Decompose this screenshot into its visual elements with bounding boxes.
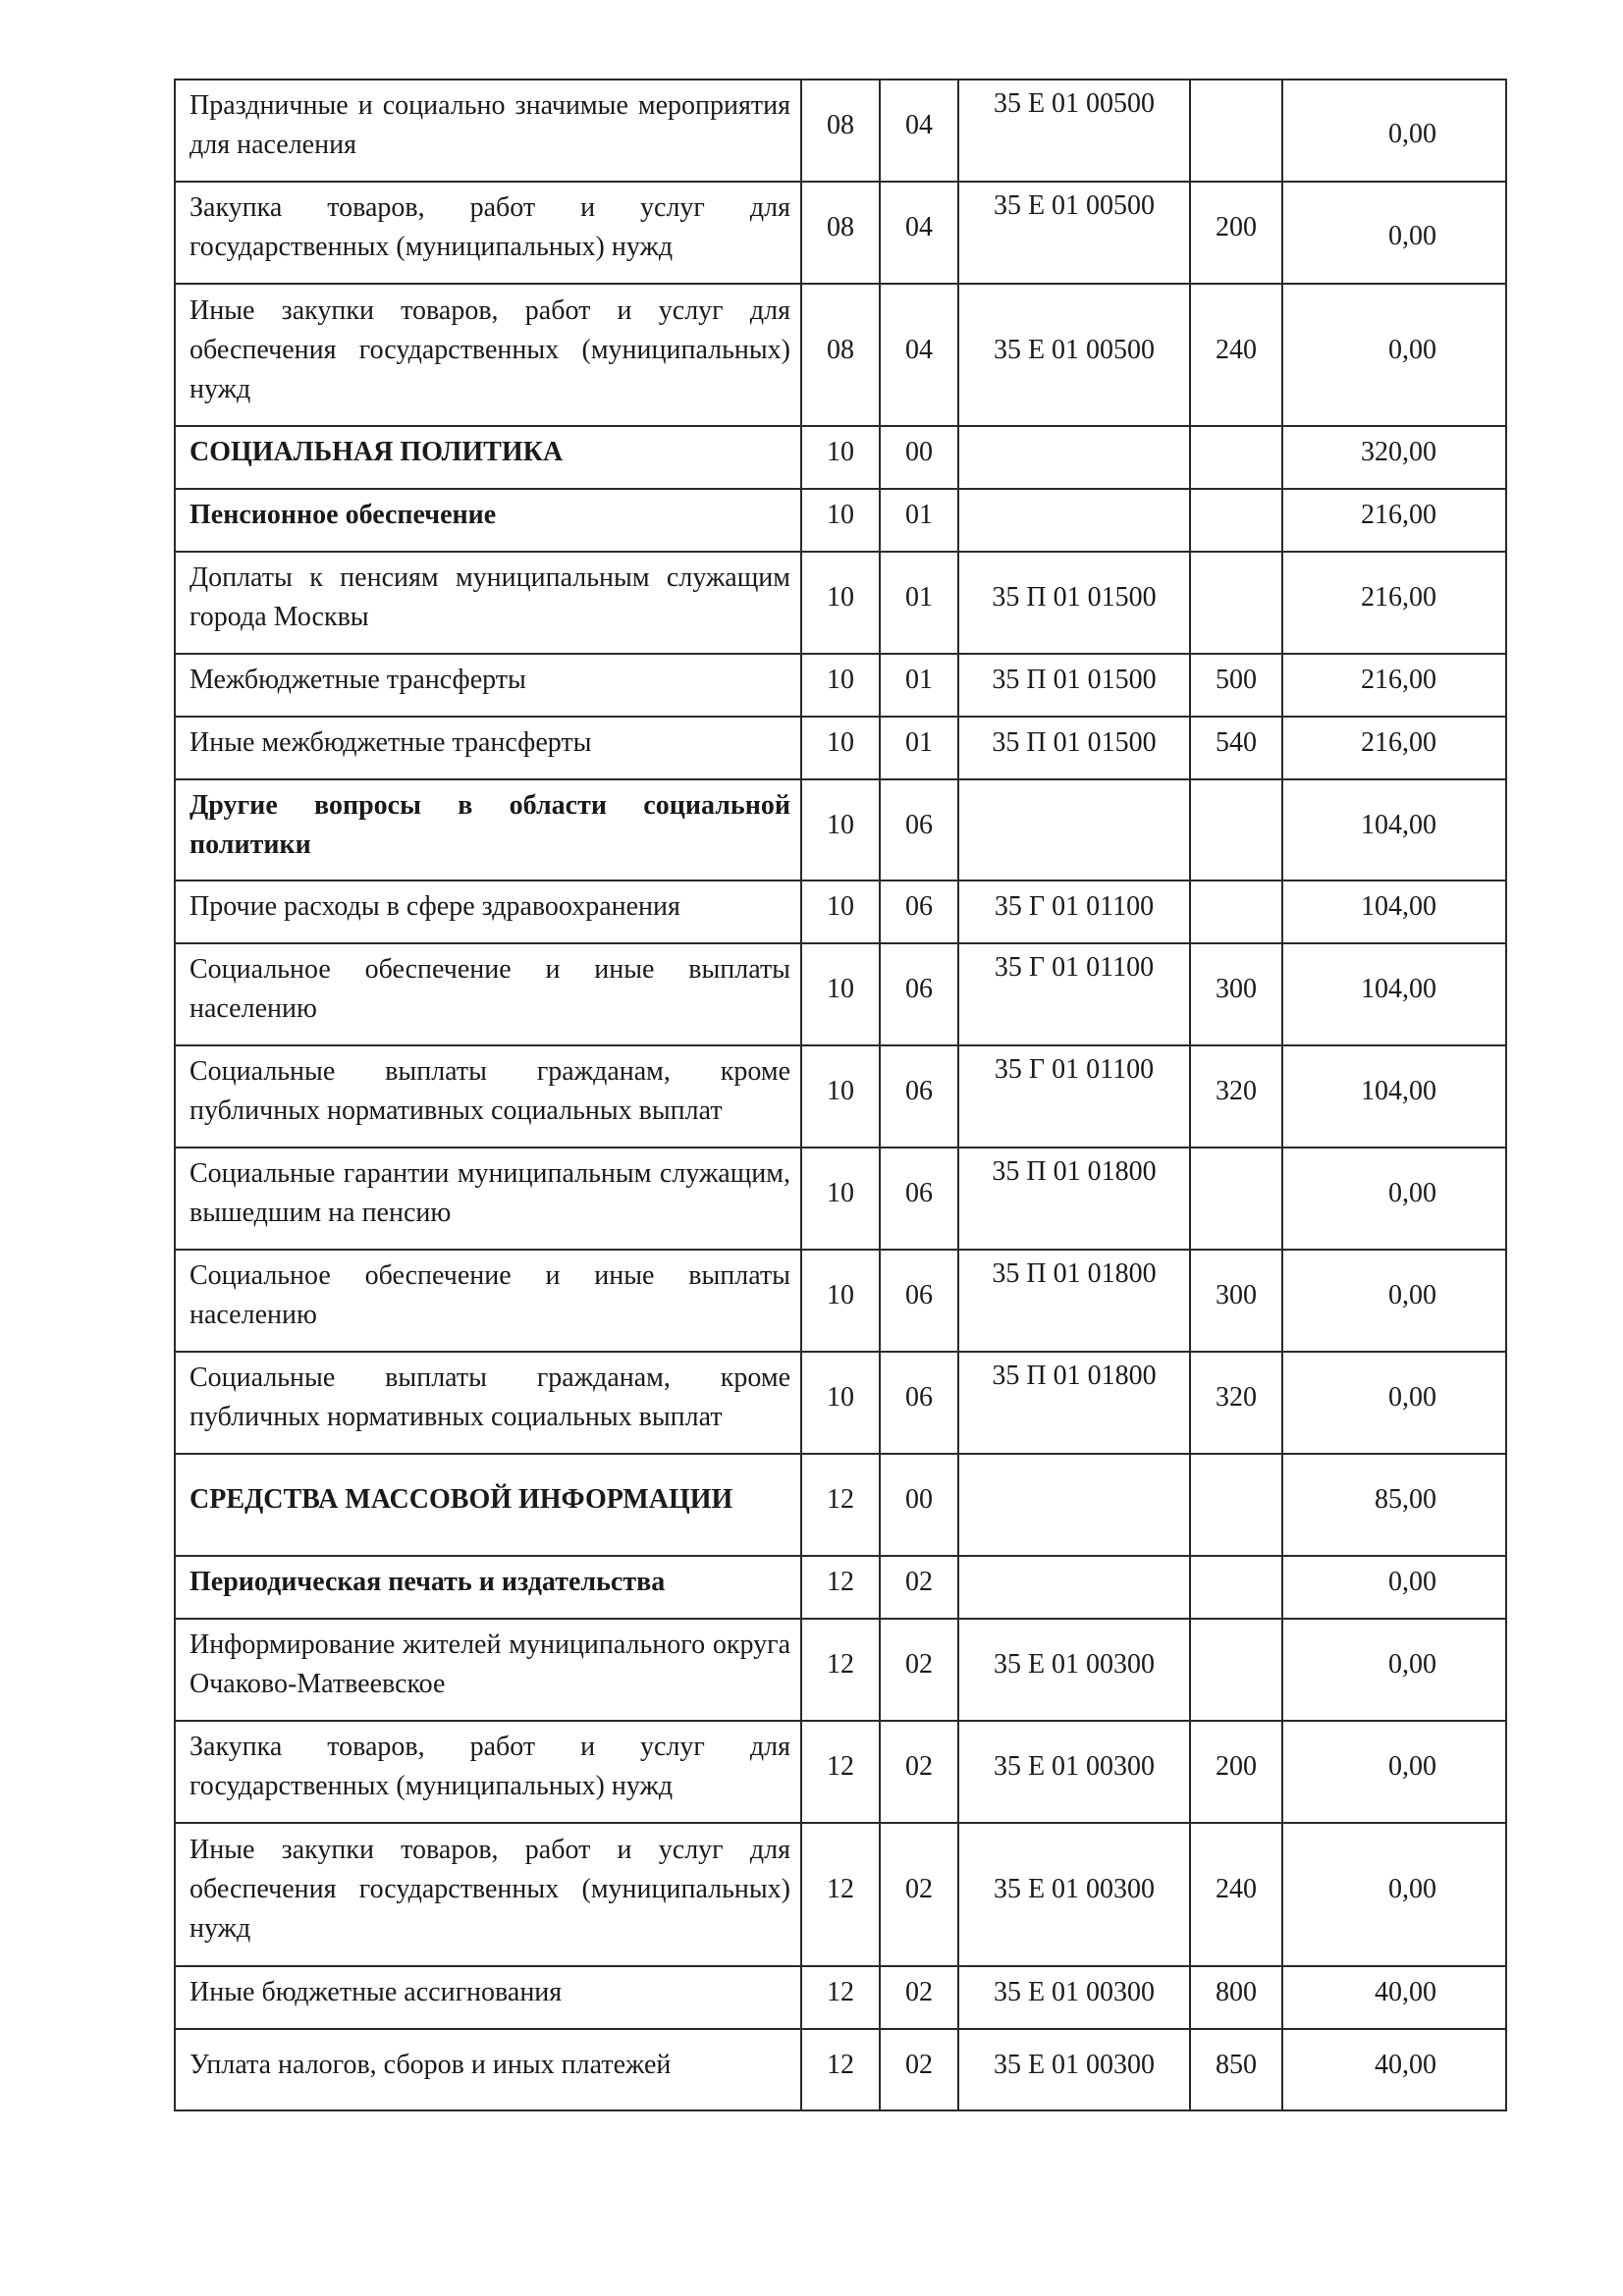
row-target-code-cell: 35 Е 01 00500 — [958, 80, 1190, 182]
row-name-cell: Информирование жителей муниципального округа Очаково-Матвеевское — [175, 1619, 801, 1721]
row-expense-type-cell — [1190, 1148, 1282, 1250]
row-expense-type-cell — [1190, 779, 1282, 881]
table-row — [175, 1454, 1506, 1556]
row-section-cell: 10 — [801, 1045, 880, 1148]
row-amount-cell: 216,00 — [1282, 552, 1506, 654]
row-target-code-cell: 35 Е 01 00300 — [958, 1823, 1190, 1966]
row-target-code-cell — [958, 1454, 1190, 1556]
row-expense-type-cell: 800 — [1190, 1966, 1282, 2029]
table-row — [175, 881, 1506, 943]
row-target-code-cell: 35 Е 01 00300 — [958, 1966, 1190, 2029]
row-subsection-cell: 04 — [880, 80, 958, 182]
table-row — [175, 943, 1506, 1045]
table-row — [175, 779, 1506, 881]
row-subsection-cell: 01 — [880, 489, 958, 552]
row-name-cell: Социальное обеспечение и иные выплаты населению — [175, 943, 801, 1045]
row-target-code-cell: 35 П 01 01500 — [958, 552, 1190, 654]
row-expense-type-cell: 320 — [1190, 1352, 1282, 1454]
row-name-cell: Социальные гарантии муниципальным служащим, вышедшим на пенсию — [175, 1148, 801, 1250]
row-amount-cell: 40,00 — [1282, 1966, 1506, 2029]
row-name-cell: Иные закупки товаров, работ и услуг для обеспечения государственных (муниципальных) нужд — [175, 1823, 801, 1966]
row-section-cell: 10 — [801, 881, 880, 943]
row-subsection-cell: 02 — [880, 1966, 958, 2029]
row-section-cell: 12 — [801, 1454, 880, 1556]
row-name-cell: Иные межбюджетные трансферты — [175, 717, 801, 779]
row-expense-type-cell — [1190, 1556, 1282, 1619]
row-subsection-cell: 01 — [880, 717, 958, 779]
row-expense-type-cell — [1190, 489, 1282, 552]
row-amount-cell: 0,00 — [1282, 1619, 1506, 1721]
row-name-cell: Социальное обеспечение и иные выплаты населению — [175, 1250, 801, 1352]
row-section-cell: 12 — [801, 1619, 880, 1721]
row-subsection-cell: 06 — [880, 1045, 958, 1148]
table-row — [175, 1721, 1506, 1823]
row-target-code-cell: 35 П 01 01500 — [958, 654, 1190, 717]
row-expense-type-cell — [1190, 1454, 1282, 1556]
row-section-cell: 10 — [801, 717, 880, 779]
row-section-cell: 10 — [801, 1352, 880, 1454]
row-section-cell: 12 — [801, 1721, 880, 1823]
table-row — [175, 1823, 1506, 1966]
row-section-cell: 10 — [801, 552, 880, 654]
row-target-code-cell: 35 П 01 01800 — [958, 1250, 1190, 1352]
row-section-cell: 10 — [801, 1148, 880, 1250]
row-target-code-cell: 35 Е 01 00300 — [958, 1619, 1190, 1721]
row-expense-type-cell: 300 — [1190, 943, 1282, 1045]
budget-table — [174, 79, 1507, 2111]
row-expense-type-cell: 300 — [1190, 1250, 1282, 1352]
row-section-cell: 10 — [801, 943, 880, 1045]
row-expense-type-cell — [1190, 552, 1282, 654]
row-section-cell: 12 — [801, 1556, 880, 1619]
row-subsection-cell: 00 — [880, 1454, 958, 1556]
table-row — [175, 182, 1506, 284]
row-name-cell: Другие вопросы в области социальной политики — [175, 779, 801, 881]
row-section-cell: 10 — [801, 1250, 880, 1352]
table-row — [175, 552, 1506, 654]
row-name-cell: Иные бюджетные ассигнования — [175, 1966, 801, 2029]
row-subsection-cell: 06 — [880, 1250, 958, 1352]
table-row — [175, 489, 1506, 552]
row-section-cell: 10 — [801, 779, 880, 881]
table-row — [175, 80, 1506, 182]
row-name-cell: СРЕДСТВА МАССОВОЙ ИНФОРМАЦИИ — [175, 1454, 801, 1556]
row-target-code-cell — [958, 1556, 1190, 1619]
row-amount-cell: 104,00 — [1282, 881, 1506, 943]
table-row — [175, 1352, 1506, 1454]
table-row — [175, 1148, 1506, 1250]
row-target-code-cell — [958, 779, 1190, 881]
row-amount-cell: 0,00 — [1282, 1823, 1506, 1966]
row-amount-cell: 320,00 — [1282, 426, 1506, 489]
row-amount-cell: 216,00 — [1282, 654, 1506, 717]
row-target-code-cell: 35 Е 01 00300 — [958, 1721, 1190, 1823]
row-name-cell: Доплаты к пенсиям муниципальным служащим города Москвы — [175, 552, 801, 654]
row-expense-type-cell — [1190, 1619, 1282, 1721]
row-amount-cell: 216,00 — [1282, 717, 1506, 779]
row-amount-cell: 0,00 — [1282, 1250, 1506, 1352]
row-expense-type-cell: 240 — [1190, 1823, 1282, 1966]
row-subsection-cell: 02 — [880, 1721, 958, 1823]
row-section-cell: 10 — [801, 489, 880, 552]
table-row — [175, 426, 1506, 489]
row-amount-cell: 216,00 — [1282, 489, 1506, 552]
row-target-code-cell: 35 Е 01 00500 — [958, 284, 1190, 426]
row-amount-cell: 0,00 — [1282, 284, 1506, 426]
table-row — [175, 284, 1506, 426]
row-name-cell: Праздничные и социально значимые мероприятия для населения — [175, 80, 801, 182]
row-name-cell: Социальные выплаты гражданам, кроме публичных нормативных социальных выплат — [175, 1045, 801, 1148]
row-amount-cell: 0,00 — [1282, 182, 1506, 284]
row-target-code-cell — [958, 489, 1190, 552]
row-section-cell: 10 — [801, 654, 880, 717]
row-expense-type-cell: 500 — [1190, 654, 1282, 717]
table-row — [175, 1966, 1506, 2029]
row-target-code-cell: 35 П 01 01800 — [958, 1352, 1190, 1454]
row-section-cell: 10 — [801, 426, 880, 489]
row-subsection-cell: 01 — [880, 654, 958, 717]
row-target-code-cell: 35 Е 01 00300 — [958, 2029, 1190, 2110]
row-target-code-cell: 35 Г 01 01100 — [958, 1045, 1190, 1148]
row-amount-cell: 104,00 — [1282, 943, 1506, 1045]
row-expense-type-cell — [1190, 881, 1282, 943]
row-subsection-cell: 06 — [880, 943, 958, 1045]
row-name-cell: Пенсионное обеспечение — [175, 489, 801, 552]
row-amount-cell: 104,00 — [1282, 1045, 1506, 1148]
row-name-cell: Уплата налогов, сборов и иных платежей — [175, 2029, 801, 2110]
row-subsection-cell: 06 — [880, 1352, 958, 1454]
row-subsection-cell: 04 — [880, 284, 958, 426]
row-expense-type-cell: 200 — [1190, 1721, 1282, 1823]
table-row — [175, 1556, 1506, 1619]
row-subsection-cell: 02 — [880, 1556, 958, 1619]
row-section-cell: 12 — [801, 2029, 880, 2110]
row-expense-type-cell — [1190, 80, 1282, 182]
row-subsection-cell: 02 — [880, 1823, 958, 1966]
row-subsection-cell: 04 — [880, 182, 958, 284]
row-section-cell: 12 — [801, 1823, 880, 1966]
row-expense-type-cell: 850 — [1190, 2029, 1282, 2110]
row-amount-cell: 85,00 — [1282, 1454, 1506, 1556]
table-row — [175, 1045, 1506, 1148]
row-subsection-cell: 06 — [880, 1148, 958, 1250]
row-section-cell: 08 — [801, 80, 880, 182]
row-target-code-cell: 35 П 01 01800 — [958, 1148, 1190, 1250]
row-expense-type-cell — [1190, 426, 1282, 489]
row-subsection-cell: 06 — [880, 881, 958, 943]
row-name-cell: Иные закупки товаров, работ и услуг для обеспечения государственных (муниципальных) нужд — [175, 284, 801, 426]
row-target-code-cell: 35 Е 01 00500 — [958, 182, 1190, 284]
row-subsection-cell: 02 — [880, 2029, 958, 2110]
row-subsection-cell: 02 — [880, 1619, 958, 1721]
row-name-cell: Периодическая печать и издательства — [175, 1556, 801, 1619]
row-expense-type-cell: 240 — [1190, 284, 1282, 426]
row-expense-type-cell: 320 — [1190, 1045, 1282, 1148]
row-name-cell: Межбюджетные трансферты — [175, 654, 801, 717]
row-name-cell: Прочие расходы в сфере здравоохранения — [175, 881, 801, 943]
row-amount-cell: 104,00 — [1282, 779, 1506, 881]
row-subsection-cell: 01 — [880, 552, 958, 654]
row-target-code-cell: 35 Г 01 01100 — [958, 943, 1190, 1045]
row-section-cell: 12 — [801, 1966, 880, 2029]
row-amount-cell: 0,00 — [1282, 1148, 1506, 1250]
row-name-cell: Социальные выплаты гражданам, кроме публичных нормативных социальных выплат — [175, 1352, 801, 1454]
table-row — [175, 1250, 1506, 1352]
row-amount-cell: 0,00 — [1282, 1556, 1506, 1619]
row-subsection-cell: 06 — [880, 779, 958, 881]
row-amount-cell: 0,00 — [1282, 1352, 1506, 1454]
row-section-cell: 08 — [801, 284, 880, 426]
table-row — [175, 717, 1506, 779]
row-amount-cell: 0,00 — [1282, 1721, 1506, 1823]
row-expense-type-cell: 200 — [1190, 182, 1282, 284]
row-target-code-cell — [958, 426, 1190, 489]
row-section-cell: 08 — [801, 182, 880, 284]
table-row — [175, 1619, 1506, 1721]
row-name-cell: Закупка товаров, работ и услуг для государственных (муниципальных) нужд — [175, 182, 801, 284]
row-subsection-cell: 00 — [880, 426, 958, 489]
row-name-cell: Закупка товаров, работ и услуг для государственных (муниципальных) нужд — [175, 1721, 801, 1823]
row-amount-cell: 0,00 — [1282, 80, 1506, 182]
row-target-code-cell: 35 Г 01 01100 — [958, 881, 1190, 943]
row-amount-cell: 40,00 — [1282, 2029, 1506, 2110]
row-name-cell: СОЦИАЛЬНАЯ ПОЛИТИКА — [175, 426, 801, 489]
table-row — [175, 2029, 1506, 2110]
row-expense-type-cell: 540 — [1190, 717, 1282, 779]
table-row — [175, 654, 1506, 717]
budget-table-body — [175, 80, 1506, 2110]
row-target-code-cell: 35 П 01 01500 — [958, 717, 1190, 779]
